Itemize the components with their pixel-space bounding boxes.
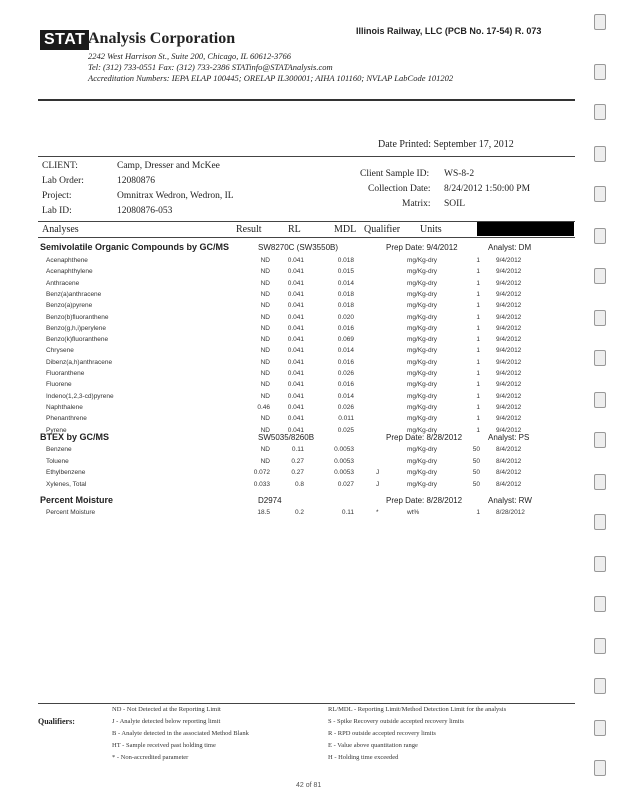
legend-left-item: J - Analyte detected below reporting limit (112, 718, 221, 725)
analysis-date: 9/4/2012 (496, 347, 522, 355)
analyte-name: Benz(a)anthracene (46, 290, 102, 298)
analysis-date: 9/4/2012 (496, 302, 522, 310)
analysis-date: 9/4/2012 (496, 313, 522, 321)
analyte-name: Fluorene (46, 381, 72, 389)
table-row (0, 325, 618, 337)
dilution-factor: 50 (472, 446, 480, 453)
section-analyst-btex: Analyst: PS (488, 433, 530, 442)
table-row (0, 302, 618, 314)
units-value: mg/Kg-dry (407, 370, 437, 377)
rl-value: 0.041 (287, 257, 304, 264)
mdl-value: 0.11 (341, 509, 354, 516)
collection-date-label: Collection Date: (368, 184, 431, 194)
mdl-value: 0.018 (337, 290, 354, 298)
analysis-date: 8/28/2012 (496, 509, 525, 516)
section-title-svoc: Semivolatile Organic Compounds by GC/MS (40, 242, 230, 252)
col-analyses: Analyses (42, 224, 79, 235)
units-value: mg/Kg-dry (407, 268, 437, 276)
analysis-date: 9/4/2012 (496, 415, 522, 423)
qualifier-value: J (376, 469, 380, 476)
analyte-name: Naphthalene (46, 403, 83, 411)
rl-value: 0.8 (294, 480, 304, 488)
table-row (0, 381, 618, 393)
divider (38, 237, 575, 238)
mdl-value: 0.069 (337, 336, 354, 344)
rl-value: 0.11 (291, 446, 304, 453)
mdl-value: 0.015 (337, 268, 354, 276)
analysis-date: 9/4/2012 (496, 336, 522, 344)
legend-left-item: ND - Not Detected at the Reporting Limit (112, 706, 221, 713)
result-value: 0.46 (257, 403, 270, 411)
analyte-name: Benzo(a)pyrene (46, 302, 93, 310)
dilution-factor: 1 (476, 415, 480, 423)
table-row (0, 509, 618, 521)
units-value: mg/Kg-dry (407, 313, 437, 321)
dilution-factor: 1 (476, 302, 480, 310)
lab-id-value: 12080876-053 (117, 206, 173, 216)
units-value: mg/Kg-dry (407, 457, 437, 465)
analyte-name: Ethylbenzene (46, 469, 86, 476)
analyte-name: Benzo(b)fluoranthene (46, 313, 109, 321)
mdl-value: 0.014 (337, 347, 354, 355)
table-row (0, 469, 618, 481)
address-line: 2242 West Harrison St., Suite 200, Chicago, IL 60612-3766 (88, 51, 292, 61)
mdl-value: 0.026 (337, 370, 354, 377)
analyte-name: Phenanthrene (46, 415, 87, 423)
section-analyst-moisture: Analyst: RW (488, 496, 532, 505)
units-value: mg/Kg-dry (407, 415, 437, 423)
section-prep-moisture: Prep Date: 8/28/2012 (386, 496, 463, 505)
units-value: mg/Kg-dry (407, 324, 437, 332)
binder-tab (594, 310, 606, 326)
dilution-factor: 1 (476, 509, 480, 516)
analysis-date: 9/4/2012 (496, 403, 522, 411)
legend-right-item: E - Value above quantitation range (328, 742, 418, 749)
result-value: ND (260, 336, 270, 344)
analyte-name: Toluene (46, 457, 69, 465)
binder-tab (594, 268, 606, 284)
units-value: wt% (407, 509, 420, 516)
collection-date-value: 8/24/2012 1:50:00 PM (444, 184, 531, 194)
legend-right-item: R - RPD outside accepted recovery limits (328, 730, 436, 737)
binder-tab (594, 228, 606, 244)
analyte-name: Acenaphthylene (46, 268, 93, 276)
table-row (0, 291, 618, 303)
rl-value: 0.27 (291, 469, 304, 476)
analysis-date: 8/4/2012 (496, 469, 522, 476)
rl-value: 0.041 (287, 313, 304, 321)
result-value: ND (260, 457, 270, 465)
analyte-name: Benzo(k)fluoranthene (46, 336, 109, 344)
section-method-btex: SW5035/8260B (258, 433, 315, 442)
dilution-factor: 1 (476, 336, 480, 344)
table-row (0, 415, 618, 427)
analyte-name: Percent Moisture (46, 509, 96, 516)
analysis-date: 9/4/2012 (496, 426, 522, 434)
rl-value: 0.041 (287, 324, 304, 332)
analysis-date: 9/4/2012 (496, 324, 522, 332)
result-value: ND (260, 279, 270, 287)
dilution-factor: 1 (476, 347, 480, 355)
dilution-factor: 1 (476, 358, 480, 366)
analysis-date: 9/4/2012 (496, 392, 522, 400)
col-mdl: MDL (334, 224, 357, 235)
table-row (0, 280, 618, 292)
table-row (0, 481, 618, 493)
dilution-factor: 1 (476, 381, 480, 389)
analyte-name: Xylenes, Total (46, 480, 87, 488)
units-value: mg/Kg-dry (407, 347, 437, 355)
units-value: mg/Kg-dry (407, 469, 437, 476)
result-value: ND (260, 446, 270, 453)
client-label: CLIENT: (42, 161, 78, 171)
analysis-date: 9/4/2012 (496, 381, 522, 389)
table-row (0, 359, 618, 371)
units-value: mg/Kg-dry (407, 392, 437, 400)
client-value: Camp, Dresser and McKee (117, 161, 220, 171)
legend-left-item: B - Analyte detected in the associated Method Blank (112, 730, 249, 737)
result-value: ND (260, 347, 270, 355)
col-units: Units (420, 224, 442, 235)
analysis-date: 9/4/2012 (496, 268, 522, 276)
analyte-name: Anthracene (46, 279, 80, 287)
table-row (0, 336, 618, 348)
divider (38, 703, 575, 704)
rl-value: 0.2 (294, 509, 304, 516)
rl-value: 0.041 (287, 268, 304, 276)
qualifier-value: J (376, 480, 380, 488)
dilution-factor: 1 (476, 392, 480, 400)
table-row (0, 370, 618, 382)
sample-id-value: WS-8-2 (444, 169, 475, 179)
legend-right-item: S - Spike Recovery outside accepted recovery limits (328, 718, 464, 725)
section-prep-btex: Prep Date: 8/28/2012 (386, 433, 463, 442)
mdl-value: 0.0053 (334, 469, 354, 476)
dilution-factor: 1 (476, 403, 480, 411)
result-value: ND (260, 302, 270, 310)
binder-tab (594, 720, 606, 736)
qualifiers-label: Qualifiers: (38, 717, 75, 726)
mdl-value: 0.011 (338, 415, 354, 423)
analyte-name: Pyrene (46, 426, 67, 434)
analyte-name: Dibenz(a,h)anthracene (46, 358, 113, 366)
rl-value: 0.27 (291, 457, 304, 465)
binder-tab (594, 146, 606, 162)
mdl-value: 0.018 (337, 302, 354, 310)
units-value: mg/Kg-dry (407, 302, 437, 310)
result-value: ND (260, 370, 270, 377)
mdl-value: 0.018 (337, 257, 354, 264)
mdl-value: 0.0053 (334, 457, 354, 465)
binder-tab (594, 432, 606, 448)
units-value: mg/Kg-dry (407, 426, 437, 434)
dilution-factor: 1 (476, 324, 480, 332)
project-value: Omnitrax Wedron, Wedron, IL (117, 191, 234, 201)
analyte-name: Acenaphthene (46, 257, 88, 264)
matrix-label: Matrix: (402, 199, 431, 209)
result-value: ND (260, 268, 270, 276)
rl-value: 0.041 (287, 392, 304, 400)
analysis-date: 9/4/2012 (496, 257, 522, 264)
analysis-date: 9/4/2012 (496, 358, 522, 366)
dilution-factor: 1 (476, 268, 480, 276)
result-value: ND (260, 426, 270, 434)
legend-left-item: * - Non-accredited parameter (112, 754, 189, 761)
mdl-value: 0.025 (337, 426, 354, 434)
result-value: ND (260, 313, 270, 321)
mdl-value: 0.016 (337, 358, 354, 366)
mdl-value: 0.014 (337, 279, 354, 287)
rl-value: 0.041 (287, 381, 304, 389)
dilution-factor: 1 (476, 426, 480, 434)
section-method-svoc: SW8270C (SW3550B) (258, 243, 339, 252)
analysis-date: 8/4/2012 (496, 446, 522, 453)
table-row (0, 393, 618, 405)
mdl-value: 0.027 (337, 480, 354, 488)
dilution-factor: 50 (472, 480, 480, 488)
rl-value: 0.041 (287, 290, 304, 298)
section-prep-svoc: Prep Date: 9/4/2012 (386, 243, 458, 252)
rl-value: 0.041 (287, 426, 304, 434)
rl-value: 0.041 (287, 415, 304, 423)
legend-right-item: H - Holding time exceeded (328, 754, 399, 761)
section-title-moisture: Percent Moisture (40, 495, 114, 505)
binder-tab (594, 14, 606, 30)
project-label: Project: (42, 191, 72, 201)
result-value: ND (260, 358, 270, 366)
units-value: mg/Kg-dry (407, 403, 437, 411)
table-row (0, 446, 618, 458)
section-title-btex: BTEX by GC/MS (40, 432, 110, 442)
dilution-factor: 1 (476, 279, 480, 287)
binder-tab (594, 678, 606, 694)
lab-id-label: Lab ID: (42, 206, 72, 216)
lab-order-label: Lab Order: (42, 176, 84, 186)
analysis-date: 9/4/2012 (496, 279, 522, 287)
dilution-factor: 50 (472, 469, 480, 476)
rl-value: 0.041 (287, 347, 304, 355)
result-value: ND (260, 381, 270, 389)
mdl-value: 0.026 (337, 403, 354, 411)
table-row (0, 404, 618, 416)
sample-id-label: Client Sample ID: (360, 169, 430, 179)
analysis-date: 9/4/2012 (496, 370, 522, 377)
rl-value: 0.041 (287, 370, 304, 377)
units-value: mg/Kg-dry (407, 257, 437, 264)
mdl-value: 0.020 (337, 313, 354, 321)
binder-tab (594, 350, 606, 366)
result-value: ND (260, 324, 270, 332)
section-method-moisture: D2974 (258, 496, 282, 505)
result-value: ND (260, 290, 270, 298)
result-value: ND (260, 392, 270, 400)
units-value: mg/Kg-dry (407, 381, 437, 389)
result-value: 0.033 (253, 480, 270, 488)
binder-tab (594, 760, 606, 776)
mdl-value: 0.014 (337, 392, 354, 400)
dilution-factor: 1 (476, 370, 480, 377)
result-value: ND (260, 415, 270, 423)
result-value: 0.072 (253, 469, 270, 476)
date-printed: Date Printed: September 17, 2012 (378, 139, 514, 150)
binder-tab (594, 392, 606, 408)
company-name: Analysis Corporation (88, 30, 236, 47)
units-value: mg/Kg-dry (407, 290, 437, 298)
units-value: mg/Kg-dry (407, 480, 437, 488)
redaction-bar (477, 222, 574, 236)
binder-tab (594, 64, 606, 80)
binder-tab (594, 638, 606, 654)
dilution-factor: 1 (476, 290, 480, 298)
table-row (0, 458, 618, 470)
table-row (0, 257, 618, 269)
binder-tab (594, 596, 606, 612)
mdl-value: 0.0053 (334, 446, 354, 453)
mdl-value: 0.016 (337, 381, 354, 389)
rl-value: 0.041 (287, 358, 304, 366)
divider (38, 156, 575, 157)
table-row (0, 268, 618, 280)
col-qualifier: Qualifier (364, 224, 401, 235)
rl-value: 0.041 (287, 279, 304, 287)
analyte-name: Fluoranthene (46, 370, 85, 377)
col-result: Result (236, 224, 262, 235)
units-value: mg/Kg-dry (407, 279, 437, 287)
page-number: 42 of 81 (296, 782, 322, 789)
rl-value: 0.041 (287, 336, 304, 344)
rl-value: 0.041 (287, 403, 304, 411)
col-rl: RL (288, 224, 301, 235)
legend-right-item: RL/MDL - Reporting Limit/Method Detection Limit for the analysis (328, 706, 507, 713)
binder-tab (594, 514, 606, 530)
legend-left-item: HT - Sample received past holding time (112, 742, 216, 749)
table-row (0, 314, 618, 326)
rl-value: 0.041 (287, 302, 304, 310)
dilution-factor: 50 (472, 457, 480, 465)
binder-tab (594, 186, 606, 202)
units-value: mg/Kg-dry (407, 336, 437, 344)
mdl-value: 0.016 (337, 324, 354, 332)
analyte-name: Benzo(g,h,i)perylene (46, 324, 106, 332)
client-reference: Illinois Railway, LLC (PCB No. 17-54) R. 073 (356, 26, 542, 36)
units-value: mg/Kg-dry (407, 446, 437, 453)
dilution-factor: 1 (476, 313, 480, 321)
divider (38, 99, 575, 101)
section-analyst-svoc: Analyst: DM (488, 243, 532, 252)
lab-order-value: 12080876 (117, 176, 155, 186)
analyte-name: Benzene (46, 446, 72, 453)
matrix-value: SOIL (444, 199, 466, 209)
binder-tab (594, 556, 606, 572)
dilution-factor: 1 (476, 257, 480, 264)
result-value: ND (260, 257, 270, 264)
result-value: 18.5 (257, 509, 270, 516)
analysis-date: 8/4/2012 (496, 457, 522, 465)
stat-logo: STAT (40, 30, 89, 50)
analyte-name: Chrysene (46, 347, 74, 355)
accreditation-line: Accreditation Numbers: IEPA ELAP 100445; ORELAP IL300001; AIHA 101160; NVLAP LabCode 101202 (88, 73, 454, 83)
binder-tab (594, 474, 606, 490)
units-value: mg/Kg-dry (407, 358, 437, 366)
table-row (0, 347, 618, 359)
analysis-date: 8/4/2012 (496, 480, 522, 488)
binder-tab (594, 104, 606, 120)
analyte-name: Indeno(1,2,3-cd)pyrene (46, 392, 114, 400)
contact-line: Tel: (312) 733-0551 Fax: (312) 733-2386 STATinfo@STATAnalysis.com (88, 62, 333, 72)
analysis-date: 9/4/2012 (496, 290, 522, 298)
qualifier-value: * (376, 509, 379, 516)
